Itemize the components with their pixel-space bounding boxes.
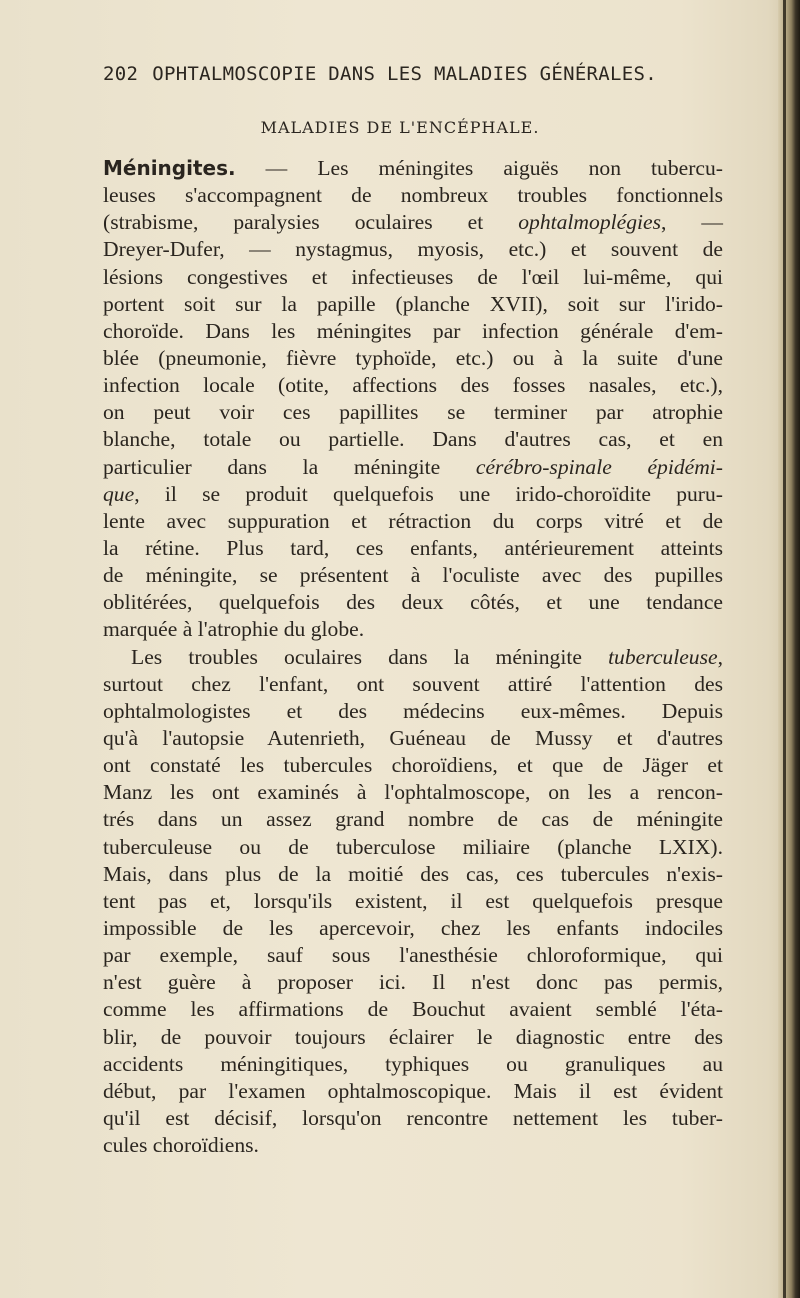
- text-line: trés dans un assez grand nombre de cas de méningite: [103, 807, 723, 832]
- italic-term: cérébro-spinale épidémi-: [475, 454, 723, 479]
- text-line: oblitérées, quelquefois des deux côtés, et une tendance: [103, 590, 723, 615]
- text-line: Méningites. — Les méningites aiguës non tubercu-: [103, 156, 723, 180]
- text-line: Manz les ont examinés à l'ophtalmoscope, on les a rencon-: [103, 780, 723, 805]
- text-line: accidents méningitiques, typhiques ou granuliques au: [103, 1051, 723, 1076]
- text-line: ont constaté les tubercules choroïdiens, et que de Jäger et: [103, 753, 723, 778]
- text-line: qu'il est décisif, lorsqu'on rencontre nettement les tuber-: [103, 1105, 723, 1130]
- text-line: lente avec suppuration et rétraction du corps vitré et de: [103, 508, 723, 533]
- italic-term: que: [103, 481, 135, 506]
- text-line: on peut voir ces papillites se terminer par atrophie: [103, 400, 723, 425]
- text-line: cules choroïdiens.: [103, 1133, 259, 1158]
- text-line: la rétine. Plus tard, ces enfants, antérieurement atteints: [103, 535, 723, 560]
- running-header: [103, 63, 763, 85]
- text-line: (strabisme, paralysies oculaires et ophtalmoplégies, —: [103, 210, 723, 235]
- text-line: portent soit sur la papille (planche XVII), soit sur l'irido-: [103, 291, 723, 316]
- text-line: blanche, totale ou partielle. Dans d'autres cas, et en: [103, 427, 723, 452]
- running-title: OPHTALMOSCOPIE DANS LES MALADIES GÉNÉRALES.: [152, 63, 657, 85]
- section-title: MALADIES DE L'ENCÉPHALE.: [260, 118, 540, 137]
- text-line: tuberculeuse ou de tuberculose miliaire (planche LXIX).: [103, 834, 723, 859]
- text-line: n'est guère à proposer ici. Il n'est donc pas permis,: [103, 970, 723, 995]
- text-line: qu'à l'autopsie Autenrieth, Guéneau de Mussy et d'autres: [103, 725, 723, 750]
- text-line: blée (pneumonie, fièvre typhoïde, etc.) ou à la suite d'une: [103, 345, 723, 370]
- text-line: comme les affirmations de Bouchut avaient semblé l'éta-: [103, 997, 723, 1022]
- text-line: par exemple, sauf sous l'anesthésie chloroformique, qui: [103, 943, 723, 968]
- text-line: Dreyer-Dufer, — nystagmus, myosis, etc.) et souvent de: [103, 237, 723, 262]
- text-line: tent pas et, lorsqu'ils existent, il est quelquefois presque: [103, 888, 723, 913]
- paragraph-lead-heading: Méningites.: [103, 156, 236, 180]
- text-line: impossible de les apercevoir, chez les enfants indociles: [103, 915, 723, 940]
- text-line: surtout chez l'enfant, ont souvent attiré l'attention des: [103, 671, 723, 696]
- text-line: ophtalmologistes et des médecins eux-mêmes. Depuis: [103, 698, 723, 723]
- text-line: début, par l'examen ophtalmoscopique. Mais il est évident: [103, 1078, 723, 1103]
- text-line: que, il se produit quelquefois une irido-choroïdite puru-: [103, 481, 723, 506]
- text-line: infection locale (otite, affections des fosses nasales, etc.),: [103, 373, 723, 398]
- italic-term: ophtalmoplégies: [518, 210, 661, 235]
- page-number: 202: [103, 63, 139, 85]
- text-line: particulier dans la méningite cérébro-spinale épidémi-: [103, 454, 723, 479]
- text-line: de méningite, se présentent à l'oculiste avec des pupilles: [103, 563, 723, 588]
- text-line: leuses s'accompagnent de nombreux troubles fonctionnels: [103, 183, 723, 208]
- text-line: choroïde. Dans les méningites par infection générale d'em-: [103, 318, 723, 343]
- book-binding-edge: [778, 0, 800, 1298]
- italic-term: tuberculeuse: [608, 644, 718, 669]
- binding-shadow-line: [783, 0, 786, 1298]
- text-line: blir, de pouvoir toujours éclairer le diagnostic entre des: [103, 1024, 723, 1049]
- text-line: Les troubles oculaires dans la méningite tuberculeuse,: [131, 644, 723, 669]
- text-line: marquée à l'atrophie du globe.: [103, 617, 365, 642]
- text-line: lésions congestives et infectieuses de l'œil lui-même, qui: [103, 264, 723, 289]
- body-text: [103, 155, 723, 1159]
- text-line: Mais, dans plus de la moitié des cas, ces tubercules n'exis-: [103, 861, 723, 886]
